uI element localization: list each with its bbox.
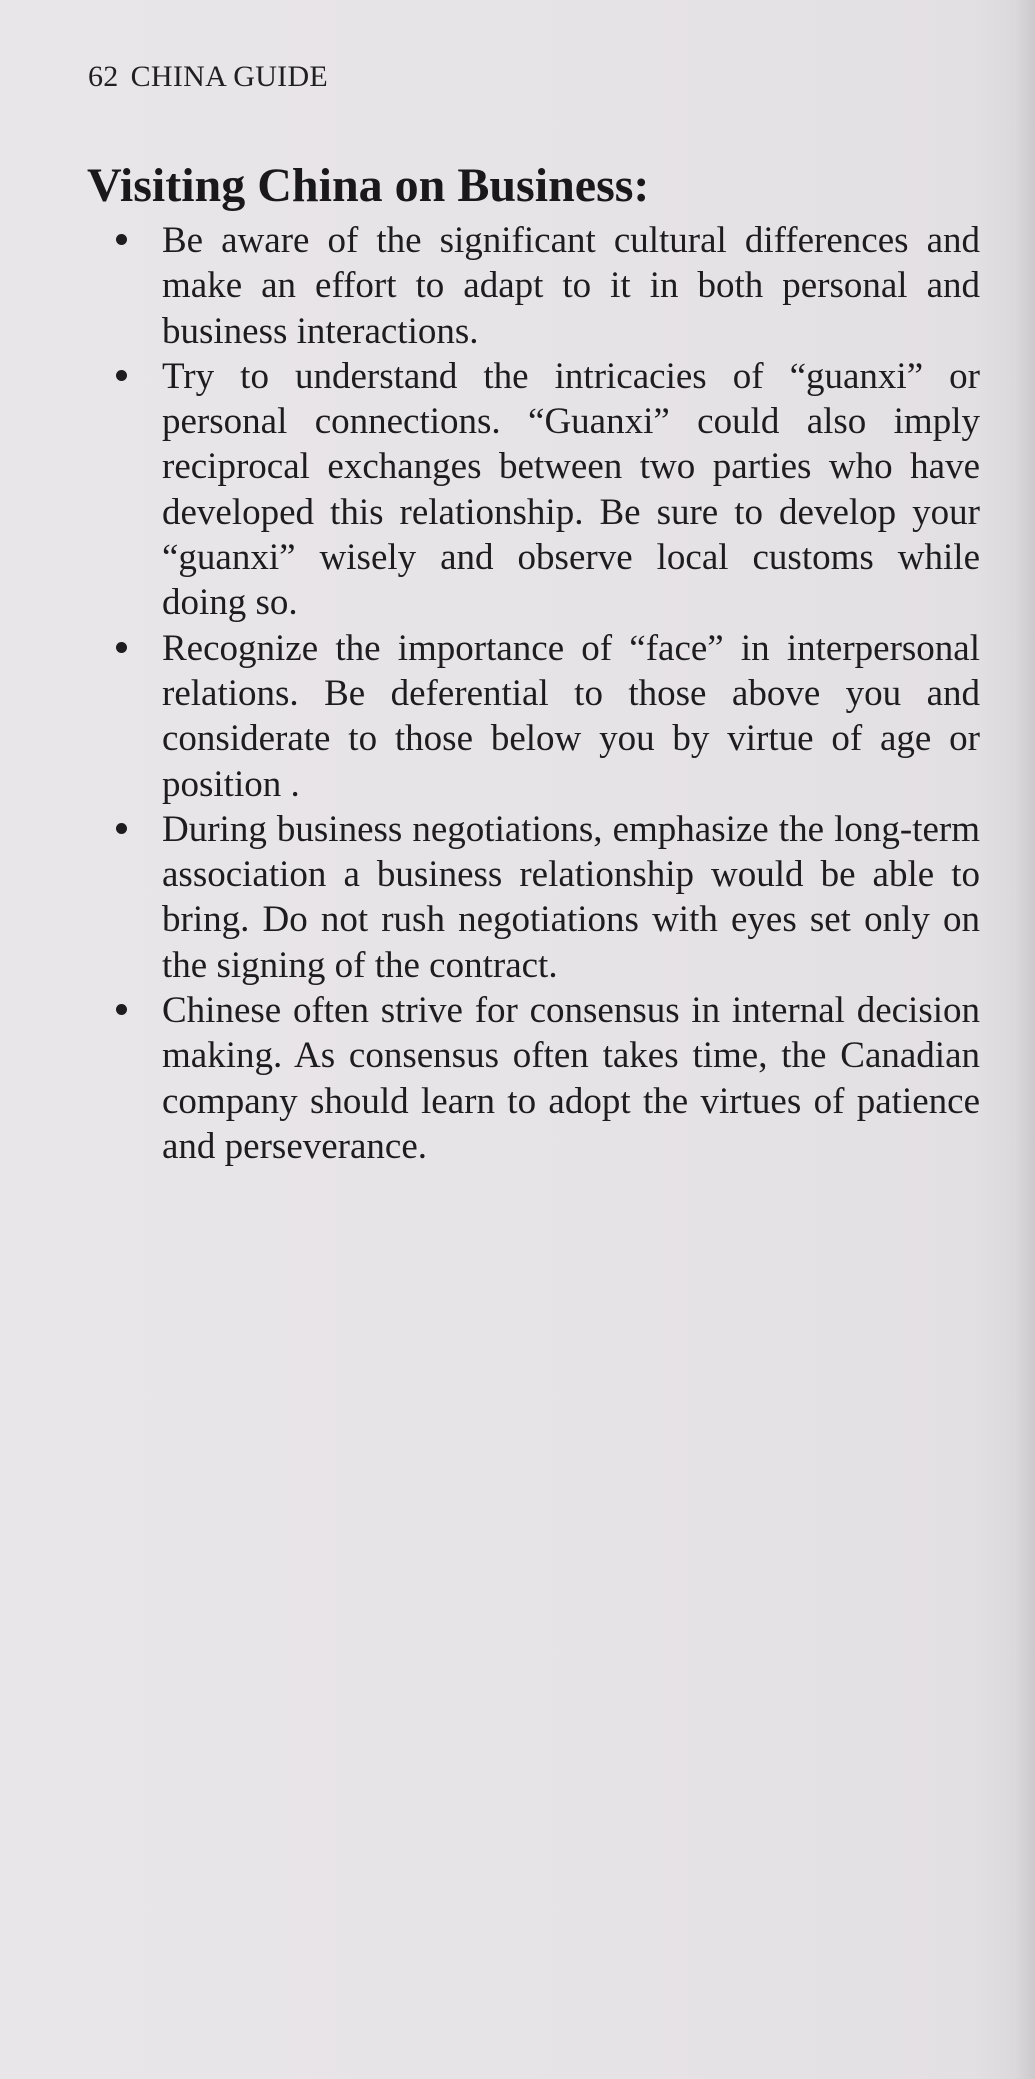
bullet-text: Chinese often strive for consensus in internal decision making. As consensus often takes time, the Canadian company should learn to adopt the virtues of patience and perseverance. [162, 990, 980, 1167]
bullet-item-negotiations [88, 807, 980, 988]
bullet-dot-icon [116, 823, 127, 834]
bullet-list [88, 218, 980, 1169]
bullet-dot-icon [116, 1004, 127, 1015]
bullet-text: During business negotiations, emphasize the long-term association a business relationship would be able to bring. Do not rush negotiations with eyes set only on the signing of the contract. [162, 808, 980, 986]
bullet-text: Try to understand the intricacies of “guanxi” or personal connections. “Guanxi” could also imply reciprocal exchanges between two parties who have developed this relationship. Be sure to develop your “guanxi” wisely and observe local customs while doing so. [162, 355, 980, 624]
bullet-item-consensus [88, 988, 980, 1169]
bullet-item-face [88, 626, 980, 807]
bullet-text: Recognize the importance of “face” in interpersonal relations. Be deferential to those above you and considerate to those below you by virtue of age or position . [162, 627, 980, 805]
bullet-dot-icon [116, 234, 127, 245]
bullet-item-cultural-differences [88, 218, 980, 354]
section-title: Visiting China on Business: [87, 159, 650, 212]
page-edge-shadow [1015, 0, 1035, 2079]
page-number: 62 [88, 60, 119, 93]
bullet-dot-icon [116, 642, 127, 653]
running-title: CHINA GUIDE [130, 60, 329, 93]
bullet-text: Be aware of the significant cultural differences and make an effort to adapt to it in both personal and business interactions. [162, 220, 980, 352]
bullet-item-guanxi [88, 354, 980, 626]
running-header [88, 60, 328, 94]
bullet-dot-icon [116, 370, 127, 381]
